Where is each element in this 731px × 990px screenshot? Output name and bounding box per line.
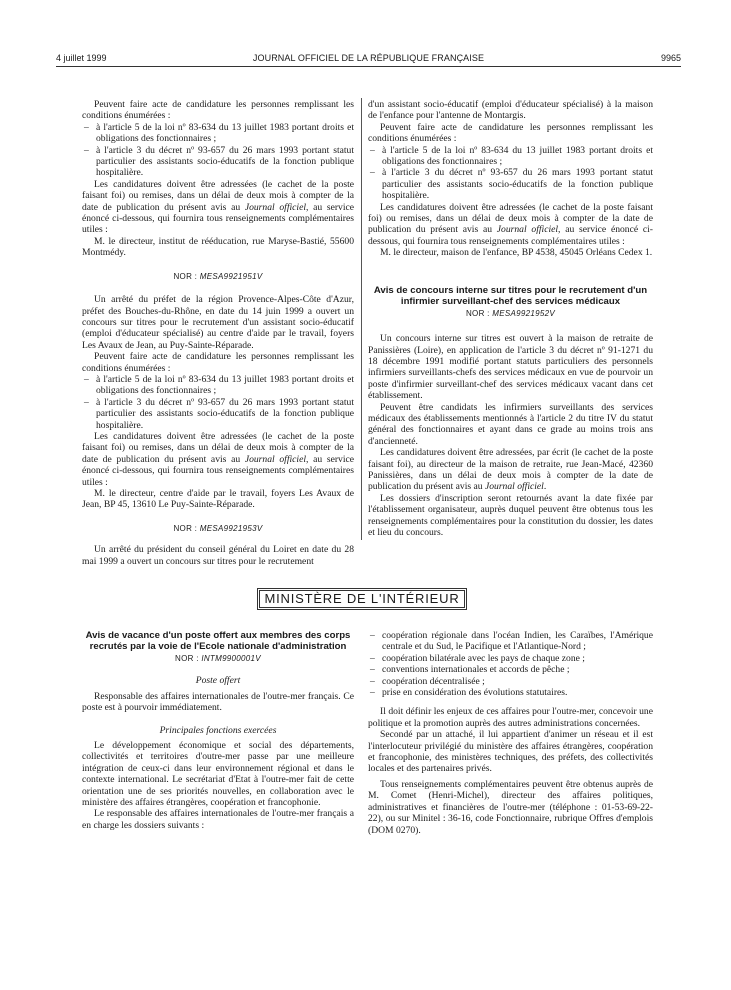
list-item: – conventions internationales et accords de pêche ; [368,664,653,675]
paragraph: Peuvent être candidats les infirmiers surveillants des services médicaux des établissements mentionnés à l'article 2 du titre IV du statut général des fonctionnaires et ayant dans ce grade au moins trois ans d'ancienneté. [368,401,653,447]
nor-reference: NOR : INTM9900001V [175,654,261,663]
page-number: 9965 [660,53,681,63]
column-right-upper [368,99,653,538]
nor-reference: NOR : MESA9921953V [173,523,263,533]
paragraph: Un arrêté du préfet de la région Provence-Alpes-Côte d'Azur, préfet des Bouches-du-Rhône, en date du 14 juin 1999 a ouvert un concours sur titres pour le recrutement d'un assistant socio-éducatif (emploi d'éducateur spécialisé) au centre d'aide par le travail, foyers Les Avaux de Jean, au Puy-Sainte-Réparade. [82,294,354,351]
address: M. le directeur, centre d'aide par le travail, foyers Les Avaux de Jean, BP 45, 13610 Le Puy-Sainte-Réparade. [82,488,354,511]
list-item: – à l'article 5 de la loi nº 83-634 du 13 juillet 1983 portant droits et obligations des fonctionnaires ; [82,122,354,145]
paragraph: Le développement économique et social des départements, collectivités et territoires d'outre-mer passe par une meilleure intégration de ceux-ci dans leur environnement régional et dans le contexte international. Le secrétariat d'Etat à l'outre-mer fait de cette orientation une de ses priorités nouvelles, en collaboration avec le ministère des affaires étrangères, coopération et francophonie. [82,740,354,809]
paragraph: Un concours interne sur titres est ouvert à la maison de retraite de Panissières (Loire), en application de l'article 3 du décret nº 91-1271 du 18 décembre 1991 modifié portant statuts particuliers des personnels infirmiers surveillants-chefs des services médicaux en vue de pourvoir un poste d'infirmier surveillant-chef des services médicaux vacant dans cet établissement. [368,333,653,402]
list-item: – coopération bilatérale avec les pays de chaque zone ; [368,653,653,664]
dossiers-list [368,630,653,698]
paragraph: Responsable des affaires internationales de l'outre-mer français. Ce poste est à pourvoir immédiatement. [82,690,354,714]
journal-title: JOURNAL OFFICIEL DE LA RÉPUBLIQUE FRANÇAISE [252,53,485,63]
list-item: – à l'article 3 du décret nº 93-657 du 26 mars 1993 portant statut particulier des assistants socio-éducatifs de la fonction publique hospitalière. [368,167,653,201]
list-item: – coopération régionale dans l'océan Indien, les Caraïbes, l'Amérique centrale et du Sud, le Pacifique et l'Atlantique-Nord ; [368,630,653,653]
paragraph: Les candidatures doivent être adressées (le cachet de la poste faisant foi) ou remises, dans un délai de deux mois à compter de la date de publication du présent avis au Journal officiel, au service énoncé ci-dessous, qui fournira tous renseignements complémentaires utiles : [368,201,653,247]
list-item: – coopération décentralisée ; [368,676,653,687]
conditions-list [82,122,354,179]
address: M. le directeur, maison de l'enfance, BP 4538, 45045 Orléans Cedex 1. [380,247,653,259]
paragraph: Secondé par un attaché, il lui appartient d'animer un réseau et il est l'interlocuteur privilégié du ministère des affaires étrangères, coopération et francophonie, des ministères techniques, des préfets, des collectivités locales et des partenaires privés. [368,729,653,775]
column-right-lower [368,630,653,836]
issue-date: 4 juillet 1999 [56,53,107,63]
paragraph: Un arrêté du président du conseil général du Loiret en date du 28 mai 1999 a ouvert un concours sur titres pour le recrutement [82,544,354,567]
paragraph: Les candidatures doivent être adressées (le cachet de la poste faisant foi) ou remises, dans un délai de deux mois à compter de la date de publication du présent avis au Journal officiel, au service énoncé ci-dessous, qui fournira tous renseignements complémentaires utiles : [82,430,355,488]
section-heading: Principales fonctions exercées [159,724,277,736]
paragraph: Peuvent faire acte de candidature les personnes remplissant les conditions énumérées : [82,351,354,374]
nor-reference: NOR : MESA9921952V [465,308,556,318]
paragraph: Le responsable des affaires internationales de l'outre-mer français a en charge les dossiers suivants : [82,808,354,831]
list-item: – à l'article 3 du décret nº 93-657 du 26 mars 1993 portant statut particulier des assistants socio-éducatifs de la fonction publique hospitalière. [82,397,354,431]
paragraph: Peuvent faire acte de candidature les personnes remplissant les conditions énumérées : [82,99,354,122]
list-item: – à l'article 5 de la loi nº 83-634 du 13 juillet 1983 portant droits et obligations des fonctionnaires ; [368,145,653,168]
column-divider [361,98,362,540]
paragraph: Tous renseignements complémentaires peuvent être obtenus auprès de M. Comet (Henri-Michel), directeur des affaires politiques, administratives et financières de l'outre-mer (téléphone : 01-53-69-22-22), ou sur Minitel : 36-16, code Fonctionnaire, rubrique Offres d'emplois (DOM 0270). [368,778,653,836]
paragraph: Peuvent faire acte de candidature les personnes remplissant les conditions énumérées : [368,121,653,145]
notice-title: Avis de vacance d'un poste offert aux membres des corps recrutés par la voie de l'Ecole nationale d'administration [85,630,351,652]
column-left-upper [82,99,354,567]
nor-reference: NOR : MESA9921951V [173,271,263,281]
conditions-list [368,145,653,202]
list-item: – à l'article 5 de la loi nº 83-634 du 13 juillet 1983 portant droits et obligations des fonctionnaires ; [82,374,354,397]
paragraph: Il doit définir les enjeux de ces affaires pour l'outre-mer, concevoir une politique et la promotion auprès des autres administrations concernées. [368,706,653,729]
ministry-heading: MINISTÈRE DE L'INTÉRIEUR [257,588,467,610]
paragraph: d'un assistant socio-éducatif (emploi d'éducateur spécialisé) à la maison de l'enfance pour l'antenne de Montargis. [368,99,653,122]
address: M. le directeur, institut de rééducation, rue Maryse-Bastié, 55600 Montmédy. [82,235,354,259]
running-head [56,53,681,65]
section-heading: Poste offert [195,675,241,687]
list-item: – prise en considération des évolutions statutaires. [368,687,653,698]
header-rule [56,66,681,67]
list-item: – à l'article 3 du décret nº 93-657 du 26 mars 1993 portant statut particulier des assistants socio-éducatifs de la fonction publique hospitalière. [82,145,354,179]
conditions-list [82,374,354,431]
paragraph: Les dossiers d'inscription seront retournés avant la date fixée par l'établissement organisateur, auprès duquel peuvent être obtenus tous les renseignements complémentaires pour la constitution du dossier, les dates et lieu du concours. [368,492,653,538]
paragraph: Les candidatures doivent être adressées (le cachet de la poste faisant foi) ou remises, dans un délai de deux mois à compter de la date de publication du présent avis au Journal officiel, au service énoncé ci-dessous, qui fournira tous renseignements complémentaires utiles : [82,178,355,236]
column-left-lower [82,630,354,831]
paragraph: Les candidatures doivent être adressées, par écrit (le cachet de la poste faisant foi), au directeur de la maison de retraite, rue Jean-Macé, 42360 Panissières, dans un délai de deux mois à compter de la date de publication du présent avis au Journal officiel. [368,447,653,493]
notice-title: Avis de concours interne sur titres pour le recrutement d'un infirmier surveillant-chef des services médicaux [373,284,648,307]
